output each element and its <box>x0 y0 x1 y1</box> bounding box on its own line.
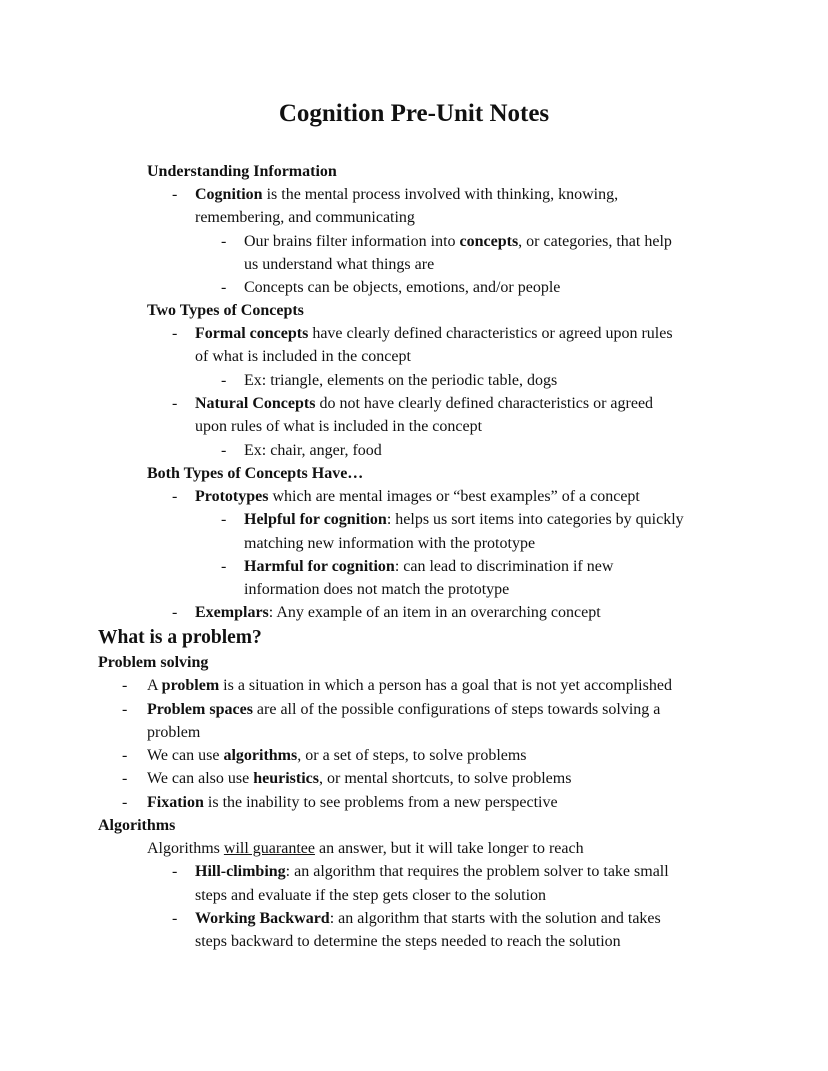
heading-what-is-a-problem: What is a problem? <box>98 627 262 648</box>
bullet-dash: - <box>221 372 227 389</box>
text: is the mental process involved with thinking, knowing, <box>262 186 619 203</box>
text: is a situation in which a person has a goal that is not yet accomplished <box>219 677 672 694</box>
text: have clearly defined characteristics or agreed upon rules <box>308 325 673 342</box>
bold-term: Natural Concepts <box>195 395 316 412</box>
text: We can also use <box>147 770 254 787</box>
bold-term: algorithms <box>223 747 298 764</box>
text: We can use <box>147 747 224 764</box>
bullet-dash: - <box>122 677 128 694</box>
bullet-dash: - <box>122 701 128 718</box>
list-item-cognition <box>195 183 618 206</box>
text: : Any example of an item in an overarching concept <box>268 604 601 621</box>
bold-term: Formal concepts <box>195 325 309 342</box>
list-item-natural-example: Ex: chair, anger, food <box>244 442 382 459</box>
bullet-dash: - <box>122 794 128 811</box>
bold-term: Cognition <box>195 186 263 203</box>
list-item-concepts <box>244 230 672 253</box>
bullet-dash: - <box>221 233 227 250</box>
list-item-formal-example: Ex: triangle, elements on the periodic table, dogs <box>244 372 558 389</box>
text: do not have clearly defined characteristics or agreed <box>315 395 654 412</box>
subheading-problem-solving: Problem solving <box>98 654 209 671</box>
list-item-natural-concepts <box>195 392 653 415</box>
algorithms-intro <box>147 837 584 860</box>
list-item-heuristics <box>147 767 571 790</box>
bullet-dash: - <box>172 186 178 203</box>
bullet-dash: - <box>172 395 178 412</box>
list-item-exemplars <box>195 601 601 624</box>
bullet-dash: - <box>172 325 178 342</box>
text: : an algorithm that starts with the solution and takes <box>329 910 661 927</box>
bold-term: Exemplars <box>195 604 269 621</box>
text: is the inability to see problems from a new perspective <box>203 794 558 811</box>
bullet-dash: - <box>221 279 227 296</box>
text: Algorithms <box>147 840 224 857</box>
text: , or categories, that help <box>518 233 672 250</box>
text: : helps us sort items into categories by quickly <box>386 511 684 528</box>
section-heading-both-types: Both Types of Concepts Have… <box>147 465 364 482</box>
text: an answer, but it will take longer to reach <box>314 840 584 857</box>
bold-term: Prototypes <box>195 488 269 505</box>
bold-term: Working Backward <box>195 910 330 927</box>
section-heading-two-types: Two Types of Concepts <box>147 302 304 319</box>
bullet-dash: - <box>172 604 178 621</box>
bullet-dash: - <box>221 558 227 575</box>
list-item-hill-climbing <box>195 860 669 883</box>
subheading-algorithms: Algorithms <box>98 817 176 834</box>
list-item-continuation: information does not match the prototype <box>244 581 510 598</box>
list-item-concept-kinds: Concepts can be objects, emotions, and/or people <box>244 279 561 296</box>
bold-term: Fixation <box>147 794 204 811</box>
list-item-algorithms <box>147 744 527 767</box>
text: , or mental shortcuts, to solve problems <box>319 770 572 787</box>
list-item-continuation: steps and evaluate if the step gets closer to the solution <box>195 887 547 904</box>
bold-term: problem <box>161 677 220 694</box>
bullet-dash: - <box>221 442 227 459</box>
bullet-dash: - <box>122 747 128 764</box>
text: Our brains filter information into <box>244 233 460 250</box>
text: : can lead to discrimination if new <box>394 558 614 575</box>
list-item-working-backward <box>195 907 661 930</box>
bold-term: heuristics <box>253 770 320 787</box>
list-item-prototypes <box>195 485 640 508</box>
list-item-fixation <box>147 791 558 814</box>
bold-term: Problem spaces <box>147 701 253 718</box>
bullet-dash: - <box>122 770 128 787</box>
bold-term: Hill-climbing <box>195 863 286 880</box>
list-item-problem <box>147 674 672 697</box>
bullet-dash: - <box>172 488 178 505</box>
text: which are mental images or “best examples” of a concept <box>268 488 640 505</box>
list-item-helpful <box>244 508 684 531</box>
bullet-dash: - <box>221 511 227 528</box>
list-item-continuation: steps backward to determine the steps needed to reach the solution <box>195 933 621 950</box>
list-item-continuation: remembering, and communicating <box>195 209 415 226</box>
list-item-formal-concepts <box>195 322 673 345</box>
bold-term: Harmful for cognition <box>244 558 395 575</box>
section-heading-understanding-information: Understanding Information <box>147 163 337 180</box>
text: are all of the possible configurations of steps towards solving a <box>252 701 661 718</box>
bold-term: concepts <box>459 233 519 250</box>
text: A <box>147 677 162 694</box>
bullet-dash: - <box>172 863 178 880</box>
underlined-text: will guarantee <box>223 840 315 857</box>
text: : an algorithm that requires the problem solver to take small <box>285 863 669 880</box>
list-item-continuation: upon rules of what is included in the concept <box>195 418 483 435</box>
list-item-continuation: matching new information with the prototype <box>244 535 536 552</box>
list-item-harmful <box>244 555 613 578</box>
list-item-continuation: us understand what things are <box>244 256 435 273</box>
bold-term: Helpful for cognition <box>244 511 387 528</box>
page-title: Cognition Pre-Unit Notes <box>278 100 550 127</box>
list-item-continuation: of what is included in the concept <box>195 348 411 365</box>
list-item-problem-spaces <box>147 698 660 721</box>
bullet-dash: - <box>172 910 178 927</box>
text: , or a set of steps, to solve problems <box>297 747 527 764</box>
list-item-continuation: problem <box>147 724 201 741</box>
